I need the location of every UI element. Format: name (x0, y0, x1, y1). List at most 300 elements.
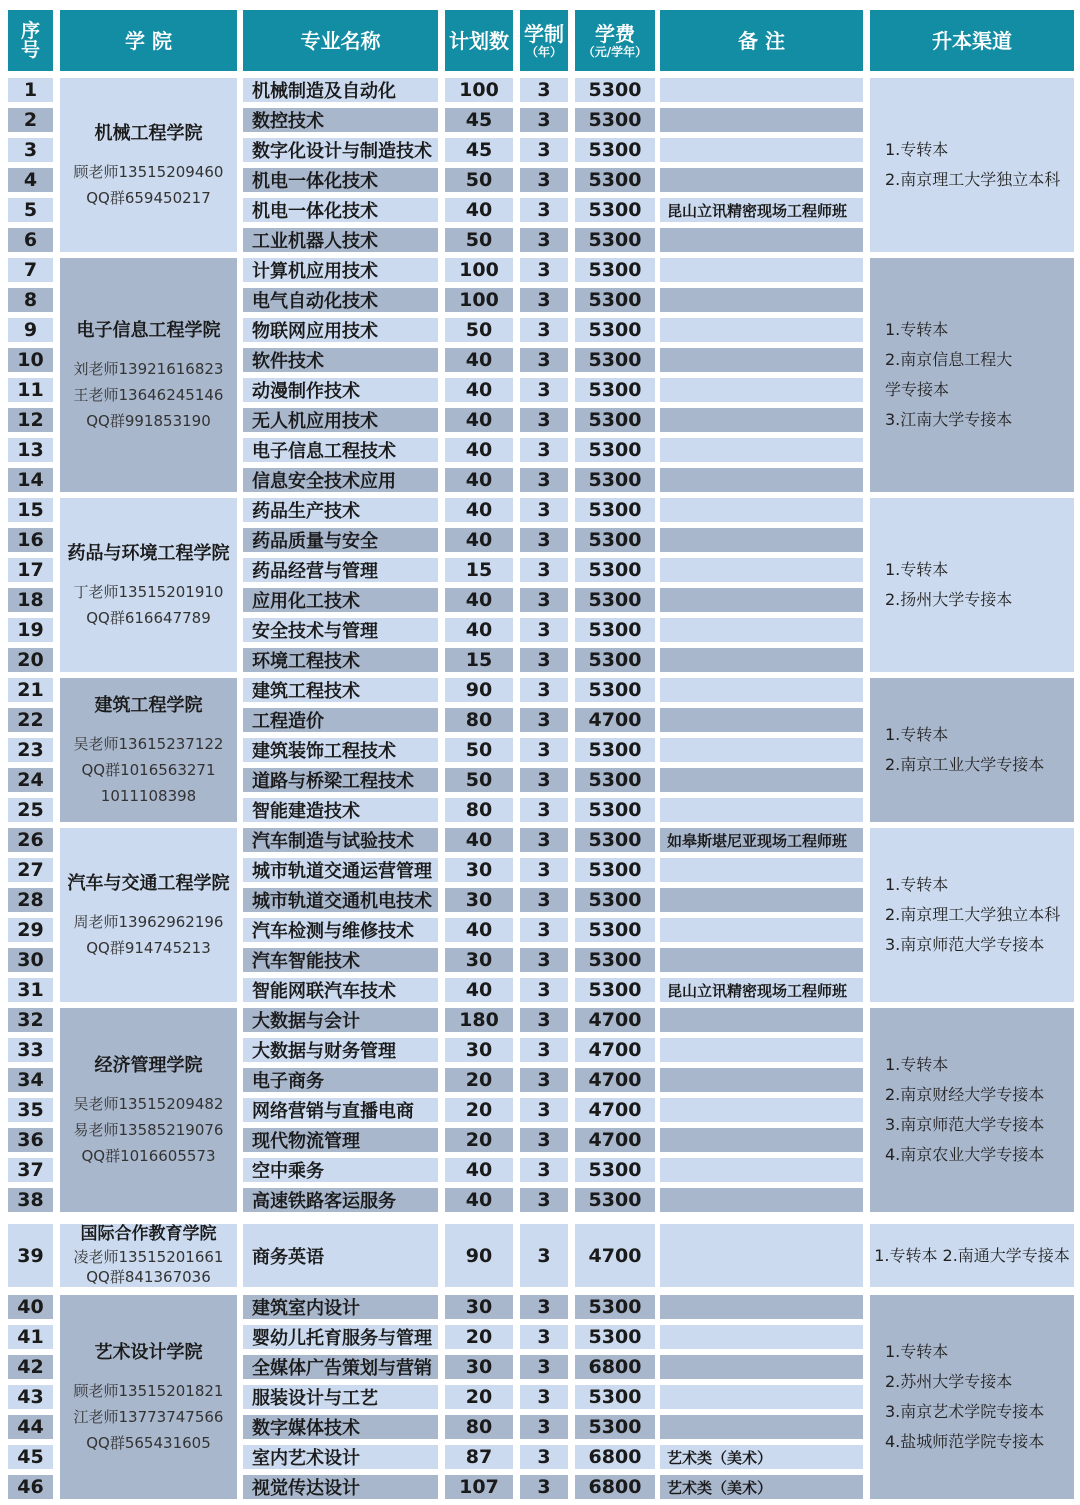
header-major: 专业名称 (243, 10, 438, 71)
years-cell: 3 (520, 648, 568, 672)
plan-cell: 50 (445, 318, 513, 342)
college-name: 电子信息工程学院 (76, 320, 221, 341)
seq-cell: 7 (8, 258, 53, 282)
seq-cell: 25 (8, 798, 53, 822)
note-cell (660, 378, 863, 402)
fee-cell: 5300 (575, 378, 655, 402)
seq-cell: 21 (8, 678, 53, 702)
plan-cell: 40 (445, 468, 513, 492)
seq-cell: 39 (8, 1224, 53, 1287)
note-cell (660, 708, 863, 732)
years-cell: 3 (520, 1385, 568, 1409)
years-cell: 3 (520, 1295, 568, 1319)
plan-cell: 40 (445, 408, 513, 432)
fee-cell: 5300 (575, 228, 655, 252)
seq-cell: 30 (8, 948, 53, 972)
years-cell: 3 (520, 288, 568, 312)
plan-cell: 50 (445, 738, 513, 762)
plan-cell: 20 (445, 1325, 513, 1349)
major-cell: 大数据与会计 (243, 1008, 438, 1032)
plan-cell: 40 (445, 1158, 513, 1182)
years-cell: 3 (520, 528, 568, 552)
major-cell: 数字化设计与制造技术 (243, 138, 438, 162)
college-cell (60, 1295, 237, 1499)
college-contact: 刘老师13921616823 (73, 360, 224, 378)
plan-cell: 80 (445, 1415, 513, 1439)
route-line: 2.南京理工大学独立本科 (885, 905, 1061, 924)
note-cell (660, 888, 863, 912)
major-cell: 建筑室内设计 (243, 1295, 438, 1319)
fee-cell: 5300 (575, 78, 655, 102)
years-cell: 3 (520, 1224, 568, 1287)
header-fee: 学费 （元/学年） (575, 10, 655, 71)
fee-cell: 4700 (575, 708, 655, 732)
college-name: 药品与环境工程学院 (67, 543, 230, 564)
college-contact: 吴老师13515209482 (73, 1095, 224, 1113)
note-cell (660, 498, 863, 522)
seq-cell: 24 (8, 768, 53, 792)
route-cell (870, 498, 1074, 672)
plan-cell: 100 (445, 78, 513, 102)
plan-cell: 30 (445, 1355, 513, 1379)
college-cell (60, 1224, 237, 1287)
major-cell: 药品质量与安全 (243, 528, 438, 552)
years-cell: 3 (520, 258, 568, 282)
college-name: 汽车与交通工程学院 (67, 873, 230, 894)
route-line: 学专接本 (885, 380, 950, 399)
seq-cell: 1 (8, 78, 53, 102)
fee-cell: 5300 (575, 468, 655, 492)
seq-cell: 22 (8, 708, 53, 732)
years-cell: 3 (520, 168, 568, 192)
college-contact: 顾老师13515209460 (73, 163, 224, 181)
route-line: 3.南京艺术学院专接本 (885, 1402, 1045, 1421)
route-cell (870, 1224, 1074, 1287)
fee-cell: 4700 (575, 1008, 655, 1032)
years-cell: 3 (520, 828, 568, 852)
years-cell: 3 (520, 708, 568, 732)
fee-cell: 5300 (575, 348, 655, 372)
note-cell (660, 858, 863, 882)
plan-cell: 50 (445, 168, 513, 192)
major-cell: 智能网联汽车技术 (243, 978, 438, 1002)
years-cell: 3 (520, 1445, 568, 1469)
note-cell (660, 1068, 863, 1092)
plan-cell: 15 (445, 648, 513, 672)
college-cell (60, 828, 237, 1002)
seq-cell: 13 (8, 438, 53, 462)
note-cell (660, 1385, 863, 1409)
fee-cell: 4700 (575, 1224, 655, 1287)
plan-cell: 80 (445, 798, 513, 822)
note-cell (660, 1158, 863, 1182)
note-cell: 昆山立讯精密现场工程师班 (660, 198, 863, 222)
plan-cell: 40 (445, 588, 513, 612)
note-cell (660, 618, 863, 642)
major-cell: 机电一体化技术 (243, 168, 438, 192)
years-cell: 3 (520, 918, 568, 942)
plan-cell: 30 (445, 858, 513, 882)
header-seq: 序号 (8, 10, 53, 71)
note-cell (660, 1098, 863, 1122)
seq-cell: 32 (8, 1008, 53, 1032)
years-cell: 3 (520, 498, 568, 522)
years-cell: 3 (520, 1475, 568, 1499)
college-contact: 吴老师13615237122 (73, 735, 224, 753)
fee-cell: 5300 (575, 1385, 655, 1409)
note-cell (660, 438, 863, 462)
route-line: 4.南京农业大学专接本 (885, 1145, 1045, 1164)
seq-cell: 2 (8, 108, 53, 132)
major-cell: 数字媒体技术 (243, 1415, 438, 1439)
plan-cell: 30 (445, 948, 513, 972)
fee-cell: 5300 (575, 1325, 655, 1349)
major-cell: 环境工程技术 (243, 648, 438, 672)
fee-cell: 6800 (575, 1445, 655, 1469)
note-cell (660, 648, 863, 672)
seq-cell: 41 (8, 1325, 53, 1349)
route-line: 2.苏州大学专接本 (885, 1372, 1013, 1391)
college-cell (60, 258, 237, 492)
years-cell: 3 (520, 978, 568, 1002)
college-contact: QQ群659450217 (86, 189, 211, 207)
college-name: 艺术设计学院 (94, 1342, 203, 1363)
major-cell: 空中乘务 (243, 1158, 438, 1182)
route-cell (870, 678, 1074, 822)
years-cell: 3 (520, 768, 568, 792)
years-cell: 3 (520, 948, 568, 972)
seq-cell: 27 (8, 858, 53, 882)
route-cell (870, 1008, 1074, 1212)
years-cell: 3 (520, 1068, 568, 1092)
route-cell (870, 828, 1074, 1002)
route-line: 2.扬州大学专接本 (885, 590, 1013, 609)
years-cell: 3 (520, 108, 568, 132)
years-cell: 3 (520, 138, 568, 162)
college-contact: 凌老师13515201661 (73, 1248, 224, 1266)
major-cell: 工业机器人技术 (243, 228, 438, 252)
major-cell: 电子商务 (243, 1068, 438, 1092)
plan-cell: 40 (445, 978, 513, 1002)
college-cell (60, 1008, 237, 1212)
college-contact: 顾老师13515201821 (73, 1382, 224, 1400)
seq-cell: 10 (8, 348, 53, 372)
route-cell (870, 258, 1074, 492)
college-contact: 王老师13646245146 (73, 386, 224, 404)
fee-cell: 5300 (575, 498, 655, 522)
note-cell (660, 1008, 863, 1032)
fee-cell: 4700 (575, 1128, 655, 1152)
major-cell: 计算机应用技术 (243, 258, 438, 282)
major-cell: 全媒体广告策划与营销 (243, 1355, 438, 1379)
years-cell: 3 (520, 1008, 568, 1032)
years-cell: 3 (520, 198, 568, 222)
college-name: 机械工程学院 (94, 123, 203, 144)
route-line: 2.南京信息工程大 (885, 350, 1013, 369)
plan-cell: 100 (445, 258, 513, 282)
college-contact: 丁老师13515201910 (73, 583, 224, 601)
years-cell: 3 (520, 1038, 568, 1062)
college-contact: QQ群1016605573 (81, 1147, 216, 1165)
plan-cell: 50 (445, 228, 513, 252)
fee-cell: 5300 (575, 1158, 655, 1182)
college-cell (60, 498, 237, 672)
note-cell (660, 1355, 863, 1379)
plan-cell: 40 (445, 1188, 513, 1212)
note-cell: 如皋斯堪尼亚现场工程师班 (660, 828, 863, 852)
plan-cell: 15 (445, 558, 513, 582)
seq-cell: 15 (8, 498, 53, 522)
years-cell: 3 (520, 858, 568, 882)
major-cell: 数控技术 (243, 108, 438, 132)
major-cell: 智能建造技术 (243, 798, 438, 822)
college-contact: 易老师13585219076 (73, 1121, 224, 1139)
major-cell: 建筑工程技术 (243, 678, 438, 702)
fee-cell: 5300 (575, 1295, 655, 1319)
note-cell (660, 1224, 863, 1287)
note-cell (660, 288, 863, 312)
seq-cell: 14 (8, 468, 53, 492)
note-cell (660, 468, 863, 492)
fee-cell: 5300 (575, 768, 655, 792)
note-cell (660, 78, 863, 102)
seq-cell: 33 (8, 1038, 53, 1062)
major-cell: 高速铁路客运服务 (243, 1188, 438, 1212)
seq-cell: 23 (8, 738, 53, 762)
years-cell: 3 (520, 618, 568, 642)
fee-cell: 5300 (575, 198, 655, 222)
years-cell: 3 (520, 78, 568, 102)
plan-cell: 90 (445, 678, 513, 702)
route-line: 1.专转本 (885, 725, 949, 744)
route-cell (870, 78, 1074, 252)
plan-cell: 40 (445, 618, 513, 642)
seq-cell: 8 (8, 288, 53, 312)
major-cell: 工程造价 (243, 708, 438, 732)
plan-cell: 45 (445, 108, 513, 132)
major-cell: 物联网应用技术 (243, 318, 438, 342)
plan-cell: 20 (445, 1128, 513, 1152)
major-cell: 电气自动化技术 (243, 288, 438, 312)
fee-cell: 5300 (575, 558, 655, 582)
plan-cell: 80 (445, 708, 513, 732)
route-line: 3.南京师范大学专接本 (885, 1115, 1045, 1134)
years-cell: 3 (520, 438, 568, 462)
seq-cell: 5 (8, 198, 53, 222)
route-line: 1.专转本 (885, 320, 949, 339)
major-cell: 安全技术与管理 (243, 618, 438, 642)
header-years: 学制 （年） (520, 10, 568, 71)
seq-cell: 26 (8, 828, 53, 852)
college-contact: QQ群1016563271 (81, 761, 216, 779)
major-cell: 视觉传达设计 (243, 1475, 438, 1499)
header-plan: 计划数 (445, 10, 513, 71)
major-cell: 大数据与财务管理 (243, 1038, 438, 1062)
note-cell (660, 258, 863, 282)
note-cell (660, 738, 863, 762)
note-cell (660, 1188, 863, 1212)
route-line: 4.盐城师范学院专接本 (885, 1432, 1045, 1451)
fee-cell: 5300 (575, 528, 655, 552)
college-contact: QQ群991853190 (86, 412, 211, 430)
fee-cell: 5300 (575, 168, 655, 192)
note-cell (660, 228, 863, 252)
plan-cell: 90 (445, 1224, 513, 1287)
seq-cell: 46 (8, 1475, 53, 1499)
major-cell: 应用化工技术 (243, 588, 438, 612)
note-cell (660, 678, 863, 702)
college-contact: QQ群914745213 (86, 939, 211, 957)
years-cell: 3 (520, 348, 568, 372)
plan-cell: 40 (445, 438, 513, 462)
seq-cell: 35 (8, 1098, 53, 1122)
fee-cell: 5300 (575, 678, 655, 702)
note-cell (660, 1038, 863, 1062)
note-cell (660, 138, 863, 162)
fee-cell: 5300 (575, 408, 655, 432)
major-cell: 汽车智能技术 (243, 948, 438, 972)
college-name: 建筑工程学院 (94, 695, 203, 716)
fee-cell: 4700 (575, 1068, 655, 1092)
seq-cell: 45 (8, 1445, 53, 1469)
major-cell: 动漫制作技术 (243, 378, 438, 402)
college-contact: 周老师13962962196 (73, 913, 224, 931)
plan-cell: 40 (445, 918, 513, 942)
fee-cell: 5300 (575, 588, 655, 612)
fee-cell: 5300 (575, 828, 655, 852)
major-cell: 机电一体化技术 (243, 198, 438, 222)
years-cell: 3 (520, 1355, 568, 1379)
note-cell (660, 1415, 863, 1439)
plan-cell: 30 (445, 1295, 513, 1319)
plan-cell: 45 (445, 138, 513, 162)
plan-cell: 30 (445, 888, 513, 912)
major-cell: 无人机应用技术 (243, 408, 438, 432)
seq-cell: 40 (8, 1295, 53, 1319)
seq-cell: 31 (8, 978, 53, 1002)
route-line: 2.南京理工大学独立本科 (885, 170, 1061, 189)
route-line: 1.专转本 (885, 1055, 949, 1074)
years-cell: 3 (520, 1325, 568, 1349)
years-cell: 3 (520, 678, 568, 702)
note-cell (660, 558, 863, 582)
route-line: 3.南京师范大学专接本 (885, 935, 1045, 954)
years-cell: 3 (520, 1158, 568, 1182)
seq-cell: 20 (8, 648, 53, 672)
college-cell (60, 78, 237, 252)
fee-cell: 5300 (575, 648, 655, 672)
plan-cell: 40 (445, 198, 513, 222)
college-contact: 江老师13773747566 (73, 1408, 224, 1426)
seq-cell: 17 (8, 558, 53, 582)
fee-cell: 5300 (575, 888, 655, 912)
note-cell (660, 768, 863, 792)
seq-cell: 19 (8, 618, 53, 642)
seq-cell: 44 (8, 1415, 53, 1439)
note-cell (660, 348, 863, 372)
seq-cell: 36 (8, 1128, 53, 1152)
seq-cell: 34 (8, 1068, 53, 1092)
plan-cell: 20 (445, 1068, 513, 1092)
fee-cell: 5300 (575, 108, 655, 132)
plan-cell: 20 (445, 1385, 513, 1409)
note-cell (660, 318, 863, 342)
major-cell: 药品生产技术 (243, 498, 438, 522)
major-cell: 汽车制造与试验技术 (243, 828, 438, 852)
note-cell (660, 168, 863, 192)
seq-cell: 18 (8, 588, 53, 612)
fee-cell: 4700 (575, 1098, 655, 1122)
college-contact: QQ群616647789 (86, 609, 211, 627)
fee-cell: 5300 (575, 738, 655, 762)
note-cell: 艺术类（美术） (660, 1445, 863, 1469)
note-cell (660, 798, 863, 822)
seq-cell: 16 (8, 528, 53, 552)
years-cell: 3 (520, 468, 568, 492)
fee-cell: 6800 (575, 1475, 655, 1499)
major-cell: 商务英语 (243, 1224, 438, 1287)
years-cell: 3 (520, 408, 568, 432)
years-cell: 3 (520, 1128, 568, 1152)
major-cell: 室内艺术设计 (243, 1445, 438, 1469)
fee-cell: 6800 (575, 1355, 655, 1379)
years-cell: 3 (520, 1415, 568, 1439)
seq-cell: 12 (8, 408, 53, 432)
years-cell: 3 (520, 1188, 568, 1212)
college-name: 国际合作教育学院 (80, 1224, 217, 1244)
route-line: 2.南京财经大学专接本 (885, 1085, 1045, 1104)
college-contact: 1011108398 (100, 787, 197, 805)
seq-cell: 11 (8, 378, 53, 402)
fee-cell: 5300 (575, 978, 655, 1002)
note-cell (660, 408, 863, 432)
college-cell (60, 678, 237, 822)
years-cell: 3 (520, 888, 568, 912)
fee-cell: 5300 (575, 138, 655, 162)
note-cell: 艺术类（美术） (660, 1475, 863, 1499)
plan-cell: 40 (445, 528, 513, 552)
seq-cell: 37 (8, 1158, 53, 1182)
college-contact: QQ群841367036 (86, 1268, 211, 1286)
seq-cell: 42 (8, 1355, 53, 1379)
seq-cell: 29 (8, 918, 53, 942)
college-name: 经济管理学院 (94, 1055, 203, 1076)
major-cell: 服装设计与工艺 (243, 1385, 438, 1409)
plan-cell: 180 (445, 1008, 513, 1032)
plan-cell: 30 (445, 1038, 513, 1062)
years-cell: 3 (520, 228, 568, 252)
years-cell: 3 (520, 798, 568, 822)
plan-cell: 40 (445, 498, 513, 522)
fee-cell: 5300 (575, 318, 655, 342)
major-cell: 软件技术 (243, 348, 438, 372)
years-cell: 3 (520, 588, 568, 612)
plan-cell: 40 (445, 348, 513, 372)
years-cell: 3 (520, 318, 568, 342)
years-cell: 3 (520, 1098, 568, 1122)
seq-cell: 3 (8, 138, 53, 162)
plan-cell: 87 (445, 1445, 513, 1469)
years-cell: 3 (520, 558, 568, 582)
plan-cell: 107 (445, 1475, 513, 1499)
major-cell: 现代物流管理 (243, 1128, 438, 1152)
major-cell: 道路与桥梁工程技术 (243, 768, 438, 792)
header-note: 备 注 (660, 10, 863, 71)
seq-cell: 43 (8, 1385, 53, 1409)
route-cell (870, 1295, 1074, 1499)
seq-cell: 6 (8, 228, 53, 252)
route-line: 1.专转本 2.南通大学专接本 (874, 1245, 1070, 1265)
